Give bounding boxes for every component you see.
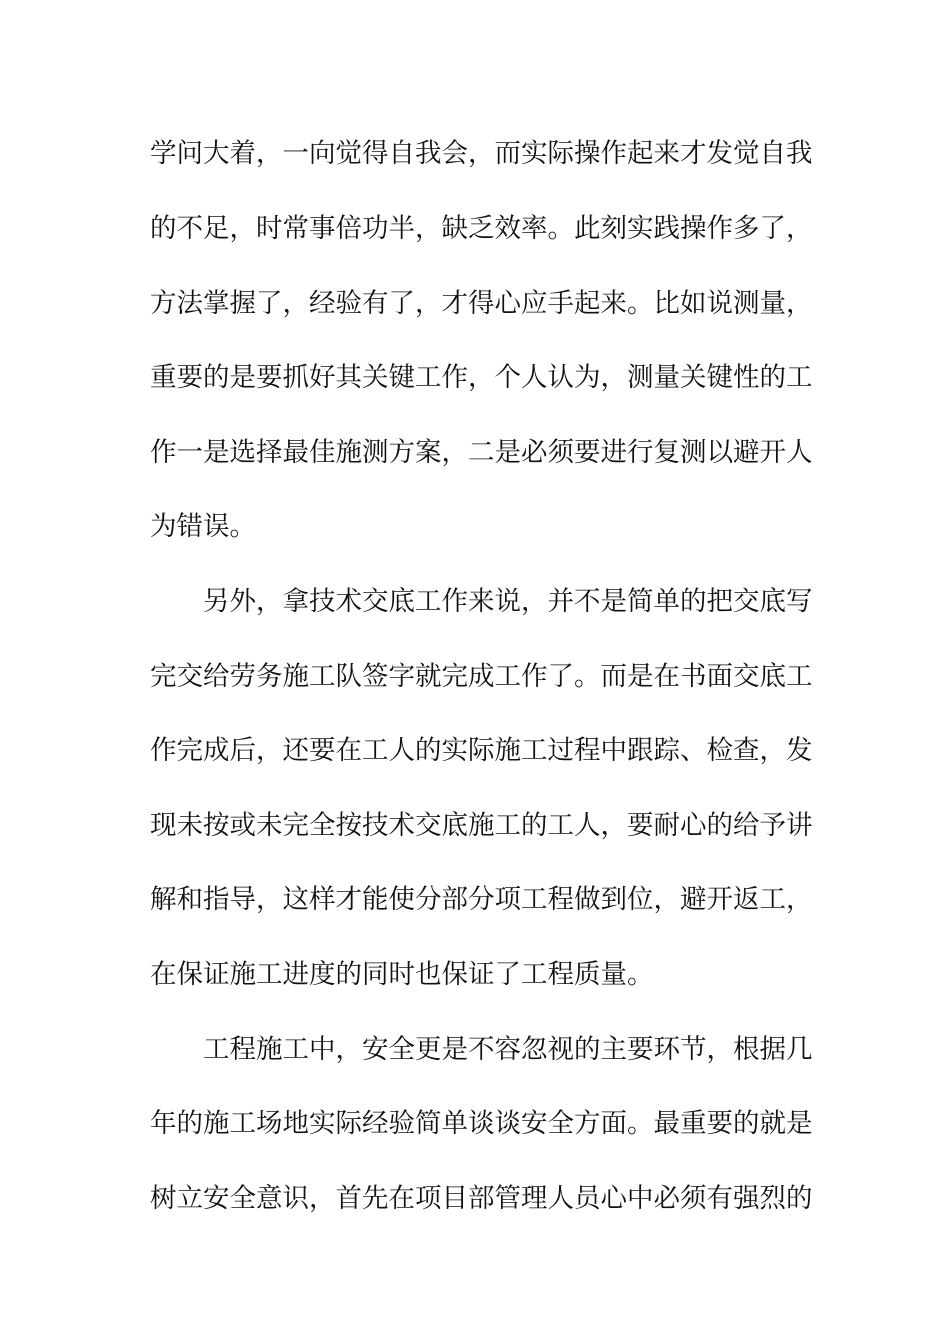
text-line: 作一是选择最佳施测方案，二是必须要进行复测以避开人: [150, 437, 813, 468]
text-line: 解和指导，这样才能使分部分项工程做到位，避开返工，: [150, 884, 813, 915]
text-line: 年的施工场地实际经验简单谈谈安全方面。最重要的就是: [150, 1108, 813, 1139]
text-line: 为错误。: [150, 511, 256, 542]
text-line: 学问大着，一向觉得自我会，而实际操作起来才发觉自我: [150, 138, 813, 169]
text-line: 在保证施工进度的同时也保证了工程质量。: [150, 959, 654, 990]
paragraph-start-line: 另外，拿技术交底工作来说，并不是简单的把交底写: [203, 586, 813, 617]
text-line: 作完成后，还要在工人的实际施工过程中跟踪、检查，发: [150, 735, 813, 766]
text-line: 现未按或未完全按技术交底施工的工人，要耐心的给予讲: [150, 810, 813, 841]
text-line: 方法掌握了，经验有了，才得心应手起来。比如说测量，: [150, 288, 813, 319]
text-line: 完交给劳务施工队签字就完成工作了。而是在书面交底工: [150, 661, 813, 692]
paragraph-start-line: 工程施工中，安全更是不容忽视的主要环节，根据几: [203, 1034, 813, 1065]
text-line: 的不足，时常事倍功半，缺乏效率。此刻实践操作多了，: [150, 213, 813, 244]
text-line: 树立安全意识，首先在项目部管理人员心中必须有强烈的: [150, 1183, 813, 1214]
text-line: 重要的是要抓好其关键工作，个人认为，测量关键性的工: [150, 362, 813, 393]
